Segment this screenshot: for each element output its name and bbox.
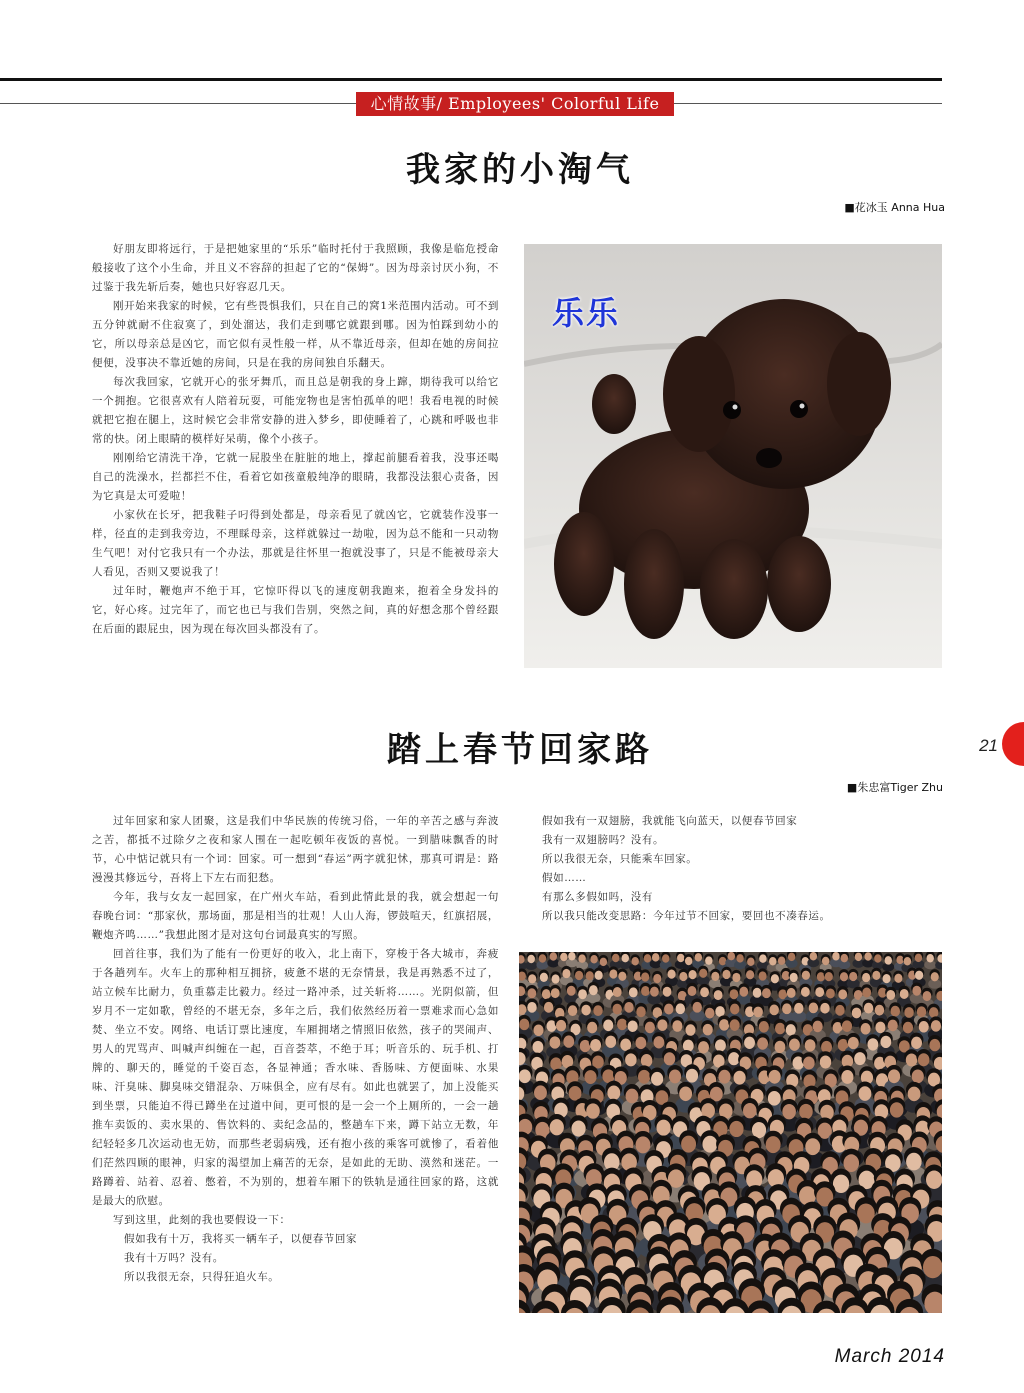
poem-line: 我有十万吗？没有。	[124, 1252, 224, 1264]
issue-date: March 2014	[834, 1346, 945, 1367]
article1-title: 我家的小淘气	[406, 150, 634, 190]
poem-line: 有那么多假如吗，没有	[542, 891, 653, 903]
article2-paragraph: 回首往事，我们为了能有一份更好的收入，北上南下，穿梭于各大城市，奔疲于各趟列车。火车上的那种相互拥挤，疲惫不堪的无奈情景，我是再熟悉不过了，站立候车比耐力，负重慕走比毅力。经过一路冲杀，过关斩将……。光阴似箭，但岁月不一定如歌，曾经的不堪无奈，多年之后，我们依然经历着一票难求而心急如焚、坐立不安。网络、电话订票比速度，车厢拥堵之情照旧依然，孩子的哭闹声、男人的咒骂声、叫喊声纠缠在一起，百音荟萃，不绝于耳；听音乐的、玩手机、打牌的、聊天的，睡觉的千姿百态，各显神通；香水味、香肠味、方便面味、水果味、汗臭味、脚臭味交错混杂、万味俱全，应有尽有。如此也就罢了，加上没能买到坐票，只能迫不得已蹲坐在过道中间，更可恨的是一会一个上厕所的，一会一趟推车卖饭的、卖水果的、售饮料的、卖纪念品的，整趟车下来，蹲下站立无数，年纪轻轻多几次运动也无妨，而那些老弱病残，还有抱小孩的乘客可就惨了，看着他们茫然四顾的眼神，归家的渴望加上痛苦的无奈，是如此的无助、漠然和迷茫。一路蹲着、站着、忍着、憋着，不为别的，想着车厢下的铁轨是通往回家的路，这就是最大的欣慰。	[92, 948, 499, 1207]
page-tab-marker	[1002, 722, 1024, 766]
article1-paragraph: 小家伙在长牙，把我鞋子叼得到处都是，母亲看见了就凶它，它就装作没事一样，径直的走到我旁边，不理睬母亲，这样就躲过一劫啦，因为总不能和一只动物生气吧！对付它我只有一个办法，那就是往怀里一抱就没事了，只是不能被母亲大人看见，否则又要说我了！	[92, 509, 499, 578]
poem-line: 所以我很无奈，只能乘车回家。	[542, 853, 698, 865]
poem-line: 所以我只能改变思路：今年过节不回家，要回也不凑春运。	[542, 910, 831, 922]
article1-paragraph: 刚刚给它清洗干净，它就一屁股坐在脏脏的地上，撑起前腿看着我，没事还喝自己的洗澡水，拦都拦不住，看着它如孩童般纯净的眼睛，我都没法狠心责备，因为它真是太可爱啦！	[92, 452, 499, 502]
poem-line: 假如我有一双翅膀，我就能飞向蓝天，以便春节回家	[542, 815, 798, 827]
header-rule-thick	[0, 78, 942, 81]
article2-body-right	[542, 812, 942, 926]
puppy-name-caption: 乐乐	[552, 294, 621, 332]
poem-line: 所以我很无奈，只得狂追火车。	[124, 1271, 280, 1283]
section-label: 心情故事/ Employees' Colorful Life	[356, 92, 674, 116]
article2-title: 踏上春节回家路	[387, 730, 653, 770]
crowd-photo	[519, 952, 942, 1313]
article1-paragraph: 过年时，鞭炮声不绝于耳，它惊吓得以飞的速度朝我跑来，抱着全身发抖的它，好心疼。过完年了，而它也已与我们告别，突然之间，真的好想念那个曾经跟在后面的跟屁虫，因为现在每次回头都没有了。	[92, 585, 499, 635]
article2-paragraph: 今年，我与女友一起回家，在广州火车站，看到此情此景的我，就会想起一句春晚台词：“那家伙，那场面，那是相当的壮观！人山人海，锣鼓喧天，红旗招展，鞭炮齐鸣……”我想此图才是对这句台词最真实的写照。	[92, 891, 499, 941]
article1-paragraph: 刚开始来我家的时候，它有些畏惧我们，只在自己的窝1米范围内活动。可不到五分钟就耐不住寂寞了，到处溜达，我们走到哪它就跟到哪。因为怕踩到幼小的它，所以母亲总是凶它，而它似有灵性般一样，从不靠近母亲，但却在她的房间拉便便，没事决不靠近她的房间，只是在我的房间独自乐翻天。	[92, 300, 499, 369]
article1-byline: ■花冰玉 Anna Hua	[844, 201, 945, 214]
poem-line: 我有一双翅膀吗？没有。	[542, 834, 665, 846]
article1-paragraph: 好朋友即将远行，于是把她家里的“乐乐”临时托付于我照顾，我像是临危授命般接收了这个小生命，并且义不容辞的担起了它的“保姆”。因为母亲讨厌小狗，不过鉴于我先斩后奏，她也只好容忍几天。	[92, 243, 499, 293]
article1-paragraph: 每次我回家，它就开心的张牙舞爪，而且总是朝我的身上蹿，期待我可以给它一个拥抱。它很喜欢有人陪着玩耍，可能宠物也是害怕孤单的吧！我看电视的时候就把它抱在腿上，这时候它会非常安静的进入梦乡，即使睡着了，心跳和呼吸也非常的快。闭上眼睛的模样好呆萌，像个小孩子。	[92, 376, 499, 445]
article2-paragraph: 写到这里，此刻的我也要假设一下：	[113, 1214, 291, 1226]
article2-body-left	[92, 812, 499, 1287]
article2-paragraph: 过年回家和家人团聚，这是我们中华民族的传统习俗，一年的辛苦之感与奔波之苦，都抵不过除夕之夜和家人围在一起吃顿年夜饭的喜悦。一到腊味飘香的时节，心中惦记就只有一个词：回家。可一想到“春运”两字就犯怵，那真可谓是：路漫漫其修远兮，吾将上下左右而犯愁。	[92, 815, 499, 884]
article2-byline: ■朱忠富Tiger Zhu	[846, 781, 943, 794]
article1-body	[92, 240, 499, 639]
poem-line: 假如我有十万，我将买一辆车子，以便春节回家	[124, 1233, 358, 1245]
article2-poem-left	[124, 1230, 499, 1287]
page-number: 21	[979, 736, 998, 755]
poem-line: 假如……	[542, 872, 587, 884]
puppy-photo	[524, 244, 942, 668]
crowd-illustration	[519, 952, 942, 1313]
